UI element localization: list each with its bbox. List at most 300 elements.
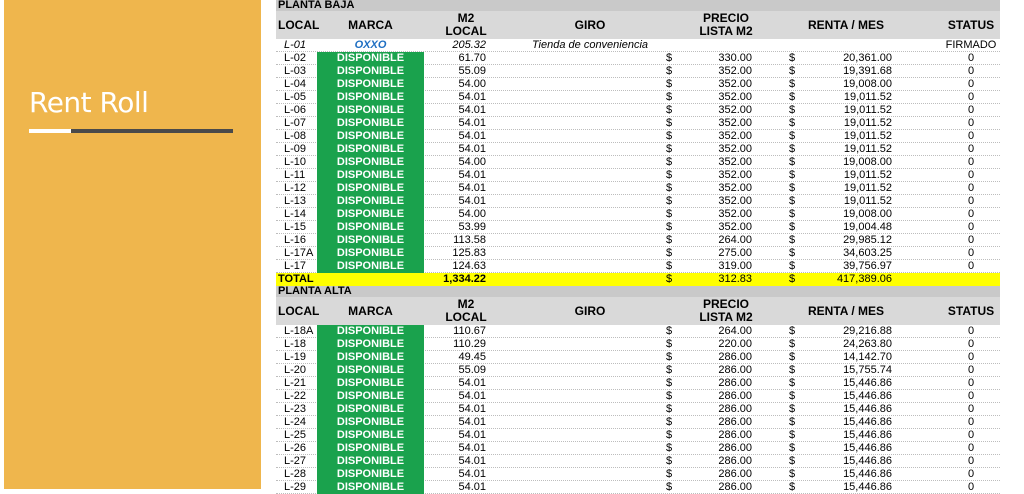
cell-local: L-29 [284, 481, 307, 493]
rent-roll-table [276, 0, 1000, 494]
currency-symbol: $ [666, 468, 673, 480]
cell-status: 0 [967, 208, 975, 220]
title-underline [71, 129, 233, 133]
cell-renta: 24,263.80 [843, 338, 892, 350]
cell-marca: DISPONIBLE [317, 468, 424, 481]
cell-renta: 15,446.86 [843, 403, 892, 415]
currency-symbol: $ [789, 65, 796, 77]
section-title: PLANTA ALTA [276, 286, 1000, 297]
cell-marca: DISPONIBLE [317, 195, 424, 208]
table-row [276, 442, 1000, 455]
cell-status: 0 [967, 468, 975, 480]
currency-symbol: $ [666, 403, 673, 415]
table-row [276, 208, 1000, 221]
header-m2-line2: LOCAL [445, 24, 487, 38]
cell-marca: DISPONIBLE [317, 78, 424, 91]
currency-symbol: $ [666, 117, 673, 129]
header-local: LOCAL [278, 18, 320, 32]
panel-title: Rent Roll [29, 86, 149, 119]
cell-status: 0 [967, 260, 975, 272]
cell-renta: 19,011.52 [843, 130, 892, 142]
currency-symbol: $ [789, 351, 796, 363]
currency-symbol: $ [789, 117, 796, 129]
cell-marca: DISPONIBLE [317, 117, 424, 130]
cell-status: 0 [967, 442, 975, 454]
currency-symbol: $ [789, 221, 796, 233]
cell-m2: 54.01 [458, 169, 486, 181]
currency-symbol: $ [789, 338, 796, 350]
total-m2: 1,334.22 [443, 273, 486, 285]
cell-precio: 264.00 [718, 234, 752, 246]
currency-symbol: $ [666, 182, 673, 194]
currency-symbol: $ [789, 169, 796, 181]
currency-symbol: $ [666, 52, 673, 64]
cell-marca: DISPONIBLE [317, 442, 424, 455]
currency-symbol: $ [789, 442, 796, 454]
cell-local: L-02 [284, 52, 307, 64]
cell-local: L-06 [284, 104, 307, 116]
table-row [276, 351, 1000, 364]
cell-renta: 14,142.70 [843, 351, 892, 363]
currency-symbol: $ [666, 429, 673, 441]
total-precio: 312.83 [718, 273, 752, 285]
cell-status: 0 [967, 91, 975, 103]
cell-renta: 15,446.86 [843, 481, 892, 493]
cell-local: L-18A [284, 325, 314, 337]
cell-renta: 20,361.00 [843, 52, 892, 64]
cell-precio: 286.00 [718, 364, 752, 376]
cell-marca: DISPONIBLE [317, 104, 424, 117]
currency-symbol: $ [789, 377, 796, 389]
currency-symbol: $ [666, 208, 673, 220]
currency-symbol: $ [666, 247, 673, 259]
cell-marca: DISPONIBLE [317, 416, 424, 429]
cell-marca: DISPONIBLE [317, 169, 424, 182]
currency-symbol: $ [789, 234, 796, 246]
cell-status: 0 [967, 403, 975, 415]
cell-precio: 220.00 [718, 338, 752, 350]
cell-status: 0 [967, 247, 975, 259]
cell-marca: DISPONIBLE [317, 130, 424, 143]
cell-renta: 19,008.00 [843, 156, 892, 168]
cell-local: L-25 [284, 429, 307, 441]
table-row [276, 221, 1000, 234]
currency-symbol: $ [666, 364, 673, 376]
cell-local: L-27 [284, 455, 307, 467]
cell-m2: 54.00 [458, 208, 486, 220]
cell-precio: 352.00 [718, 117, 752, 129]
cell-local: L-03 [284, 65, 307, 77]
cell-precio: 352.00 [718, 104, 752, 116]
cell-local: L-12 [284, 182, 307, 194]
section-title: PLANTA BAJA [276, 0, 1000, 11]
cell-marca: DISPONIBLE [317, 156, 424, 169]
cell-m2: 54.01 [458, 390, 486, 402]
cell-marca: DISPONIBLE [317, 325, 424, 338]
cell-renta: 19,011.52 [843, 182, 892, 194]
header-giro: GIRO [574, 18, 606, 32]
currency-symbol: $ [789, 91, 796, 103]
table-row [276, 234, 1000, 247]
cell-marca: DISPONIBLE [317, 390, 424, 403]
cell-local: L-19 [284, 351, 307, 363]
table-row [276, 481, 1000, 494]
currency-symbol: $ [789, 481, 796, 493]
cell-m2: 113.58 [453, 234, 486, 246]
table-row [276, 403, 1000, 416]
header-m2-line1: M2 [457, 297, 475, 311]
currency-symbol: $ [789, 429, 796, 441]
currency-symbol: $ [789, 78, 796, 90]
header-precio-line1: PRECIO [702, 297, 749, 311]
table-header [276, 11, 1000, 39]
cell-renta: 15,446.86 [843, 468, 892, 480]
table-row [276, 455, 1000, 468]
cell-local: L-05 [284, 91, 307, 103]
table-row [276, 117, 1000, 130]
header-m2-line2: LOCAL [445, 310, 487, 324]
header-giro: GIRO [574, 304, 606, 318]
header-precio-line1: PRECIO [702, 11, 749, 25]
currency-symbol: $ [666, 260, 673, 272]
header-marca: MARCA [348, 304, 393, 318]
currency-symbol: $ [666, 78, 673, 90]
header-marca: MARCA [348, 18, 393, 32]
cell-m2: 110.67 [453, 325, 486, 337]
header-status: STATUS [947, 304, 995, 318]
cell-m2: 54.01 [458, 442, 486, 454]
cell-status: 0 [967, 169, 975, 181]
cell-status: 0 [967, 416, 975, 428]
cell-local: L-08 [284, 130, 307, 142]
header-status: STATUS [947, 18, 995, 32]
currency-symbol: $ [789, 247, 796, 259]
cell-marca: DISPONIBLE [317, 234, 424, 247]
currency-symbol: $ [666, 455, 673, 467]
currency-symbol: $ [666, 143, 673, 155]
cell-m2: 49.45 [458, 351, 486, 363]
cell-local: L-07 [284, 117, 307, 129]
currency-symbol: $ [666, 65, 673, 77]
table-row [276, 78, 1000, 91]
currency-symbol: $ [666, 130, 673, 142]
cell-local: L-17A [284, 247, 314, 259]
cell-renta: 15,446.86 [843, 455, 892, 467]
cell-status: FIRMADO [945, 39, 997, 51]
cell-local: L-26 [284, 442, 307, 454]
cell-status: 0 [967, 130, 975, 142]
cell-marca: DISPONIBLE [317, 403, 424, 416]
header-precio-line2: LISTA M2 [699, 310, 753, 324]
cell-precio: 286.00 [718, 416, 752, 428]
currency-symbol: $ [666, 195, 673, 207]
currency-symbol: $ [666, 442, 673, 454]
cell-precio: 286.00 [718, 481, 752, 493]
total-renta: 417,389.06 [836, 273, 892, 285]
total-label: TOTAL [278, 273, 314, 285]
currency-symbol: $ [666, 221, 673, 233]
table-header [276, 297, 1000, 325]
cell-status: 0 [967, 182, 975, 194]
cell-m2: 54.00 [458, 156, 486, 168]
currency-symbol: $ [789, 468, 796, 480]
currency-symbol: $ [789, 455, 796, 467]
currency-symbol: $ [666, 234, 673, 246]
cell-renta: 15,446.86 [843, 442, 892, 454]
cell-precio: 352.00 [718, 143, 752, 155]
cell-precio: 286.00 [718, 442, 752, 454]
table-row [276, 390, 1000, 403]
cell-renta: 19,011.52 [843, 195, 892, 207]
cell-m2: 61.70 [458, 52, 486, 64]
table-row [276, 104, 1000, 117]
table-row [276, 468, 1000, 481]
cell-m2: 54.01 [458, 195, 486, 207]
cell-local: L-18 [284, 338, 307, 350]
cell-local: L-20 [284, 364, 307, 376]
table-row [276, 377, 1000, 390]
cell-precio: 352.00 [718, 65, 752, 77]
cell-m2: 53.99 [458, 221, 486, 233]
cell-m2: 54.01 [458, 455, 486, 467]
cell-m2: 54.01 [458, 130, 486, 142]
table-row [276, 91, 1000, 104]
cell-marca: DISPONIBLE [317, 260, 424, 273]
cell-m2: 54.01 [458, 182, 486, 194]
cell-m2: 54.00 [458, 78, 486, 90]
table-row [276, 325, 1000, 338]
header-precio-line2: LISTA M2 [699, 24, 753, 38]
cell-precio: 286.00 [718, 455, 752, 467]
cell-status: 0 [967, 377, 975, 389]
cell-local: L-09 [284, 143, 307, 155]
currency-symbol: $ [789, 208, 796, 220]
cell-local: L-21 [284, 377, 307, 389]
currency-symbol: $ [789, 273, 796, 285]
cell-precio: 264.00 [718, 325, 752, 337]
currency-symbol: $ [789, 416, 796, 428]
currency-symbol: $ [666, 351, 673, 363]
currency-symbol: $ [789, 390, 796, 402]
cell-m2: 54.01 [458, 91, 486, 103]
table-row [276, 130, 1000, 143]
cell-precio: 286.00 [718, 429, 752, 441]
cell-marca: DISPONIBLE [317, 52, 424, 65]
currency-symbol: $ [789, 52, 796, 64]
cell-marca: DISPONIBLE [317, 143, 424, 156]
cell-status: 0 [967, 52, 975, 64]
currency-symbol: $ [666, 156, 673, 168]
cell-precio: 352.00 [718, 130, 752, 142]
cell-marca: DISPONIBLE [317, 377, 424, 390]
cell-m2: 54.01 [458, 104, 486, 116]
cell-local: L-17 [284, 260, 307, 272]
header-renta: RENTA / MES [807, 304, 884, 318]
cell-status: 0 [967, 455, 975, 467]
cell-local: L-11 [284, 169, 306, 181]
table-row [276, 260, 1000, 273]
currency-symbol: $ [789, 130, 796, 142]
cell-precio: 330.00 [718, 52, 752, 64]
title-underline-accent [29, 129, 71, 133]
table-row [276, 156, 1000, 169]
cell-status: 0 [967, 104, 975, 116]
cell-status: 0 [967, 351, 975, 363]
cell-status: 0 [967, 390, 975, 402]
currency-symbol: $ [666, 377, 673, 389]
cell-renta: 39,756.97 [843, 260, 892, 272]
cell-precio: 286.00 [718, 468, 752, 480]
cell-precio: 352.00 [718, 169, 752, 181]
currency-symbol: $ [789, 325, 796, 337]
cell-status: 0 [967, 143, 975, 155]
currency-symbol: $ [789, 156, 796, 168]
cell-marca: DISPONIBLE [317, 182, 424, 195]
cell-m2: 55.09 [458, 364, 486, 376]
cell-renta: 19,008.00 [843, 208, 892, 220]
cell-marca: DISPONIBLE [317, 481, 424, 494]
table-row [276, 364, 1000, 377]
header-m2-line1: M2 [457, 11, 475, 25]
cell-local: L-22 [284, 390, 307, 402]
cell-local: L-15 [284, 221, 307, 233]
cell-precio: 352.00 [718, 182, 752, 194]
currency-symbol: $ [666, 481, 673, 493]
cell-status: 0 [967, 195, 975, 207]
total-row [276, 273, 1000, 286]
table-row [276, 338, 1000, 351]
cell-giro: Tienda de conveniencia [531, 39, 649, 51]
cell-marca: DISPONIBLE [317, 65, 424, 78]
currency-symbol: $ [666, 325, 673, 337]
currency-symbol: $ [666, 91, 673, 103]
cell-status: 0 [967, 481, 975, 493]
currency-symbol: $ [666, 273, 673, 285]
cell-renta: 15,446.86 [843, 377, 892, 389]
cell-m2: 54.01 [458, 143, 486, 155]
cell-marca: DISPONIBLE [317, 364, 424, 377]
cell-marca: DISPONIBLE [317, 91, 424, 104]
cell-m2: 54.01 [458, 481, 486, 493]
table-row [276, 429, 1000, 442]
cell-status: 0 [967, 325, 975, 337]
cell-local: L-04 [284, 78, 307, 90]
currency-symbol: $ [789, 195, 796, 207]
cell-marca: DISPONIBLE [317, 338, 424, 351]
cell-status: 0 [967, 429, 975, 441]
cell-renta: 19,011.52 [843, 91, 892, 103]
cell-m2: 125.83 [452, 247, 486, 259]
cell-renta: 15,446.86 [843, 390, 892, 402]
table-row [276, 416, 1000, 429]
cell-m2: 110.29 [453, 338, 486, 350]
currency-symbol: $ [789, 403, 796, 415]
table-row [276, 169, 1000, 182]
cell-precio: 286.00 [718, 403, 752, 415]
cell-marca: DISPONIBLE [317, 208, 424, 221]
table-row [276, 247, 1000, 260]
cell-status: 0 [967, 65, 975, 77]
cell-marca: DISPONIBLE [317, 429, 424, 442]
currency-symbol: $ [666, 416, 673, 428]
cell-marca: OXXO [354, 39, 387, 51]
cell-precio: 286.00 [718, 377, 752, 389]
table-row [276, 182, 1000, 195]
table-row [276, 39, 1000, 52]
cell-m2: 54.01 [458, 468, 486, 480]
header-local: LOCAL [278, 304, 320, 318]
cell-renta: 19,008.00 [843, 78, 892, 90]
cell-local: L-24 [284, 416, 307, 428]
side-panel [4, 0, 261, 489]
cell-renta: 19,011.52 [843, 169, 892, 181]
cell-status: 0 [967, 338, 975, 350]
cell-status: 0 [967, 78, 975, 90]
cell-m2: 205.32 [452, 39, 486, 51]
cell-renta: 19,011.52 [843, 104, 892, 116]
cell-status: 0 [967, 156, 975, 168]
cell-precio: 319.00 [718, 260, 752, 272]
cell-status: 0 [967, 364, 975, 376]
currency-symbol: $ [666, 390, 673, 402]
cell-renta: 15,446.86 [843, 429, 892, 441]
cell-precio: 286.00 [718, 351, 752, 363]
cell-renta: 19,011.52 [843, 117, 892, 129]
cell-marca: DISPONIBLE [317, 247, 424, 260]
cell-status: 0 [967, 117, 975, 129]
cell-precio: 352.00 [718, 91, 752, 103]
cell-m2: 124.63 [452, 260, 486, 272]
currency-symbol: $ [789, 182, 796, 194]
cell-precio: 352.00 [718, 221, 752, 233]
cell-precio: 352.00 [718, 78, 752, 90]
cell-local: L-01 [284, 39, 307, 51]
cell-renta: 29,985.12 [843, 234, 892, 246]
cell-renta: 34,603.25 [843, 247, 892, 259]
cell-m2: 54.01 [458, 429, 486, 441]
cell-precio: 352.00 [718, 208, 752, 220]
currency-symbol: $ [666, 338, 673, 350]
cell-m2: 54.01 [458, 403, 486, 415]
cell-local: L-13 [284, 195, 307, 207]
header-renta: RENTA / MES [807, 18, 884, 32]
cell-m2: 54.01 [458, 117, 486, 129]
table-row [276, 195, 1000, 208]
cell-precio: 352.00 [718, 195, 752, 207]
cell-renta: 29,216.88 [843, 325, 892, 337]
table-row [276, 52, 1000, 65]
cell-marca: DISPONIBLE [317, 221, 424, 234]
cell-precio: 286.00 [718, 390, 752, 402]
cell-renta: 19,391.68 [843, 65, 892, 77]
cell-precio: 352.00 [718, 156, 752, 168]
cell-renta: 15,755.74 [843, 364, 892, 376]
cell-local: L-10 [284, 156, 307, 168]
cell-renta: 19,011.52 [843, 143, 892, 155]
cell-local: L-14 [284, 208, 307, 220]
cell-m2: 54.01 [458, 377, 486, 389]
table-row [276, 143, 1000, 156]
currency-symbol: $ [666, 169, 673, 181]
currency-symbol: $ [789, 104, 796, 116]
cell-renta: 15,446.86 [843, 416, 892, 428]
cell-marca: DISPONIBLE [317, 455, 424, 468]
cell-local: L-23 [284, 403, 307, 415]
cell-status: 0 [967, 234, 975, 246]
currency-symbol: $ [789, 364, 796, 376]
cell-local: L-28 [284, 468, 307, 480]
cell-marca: DISPONIBLE [317, 351, 424, 364]
